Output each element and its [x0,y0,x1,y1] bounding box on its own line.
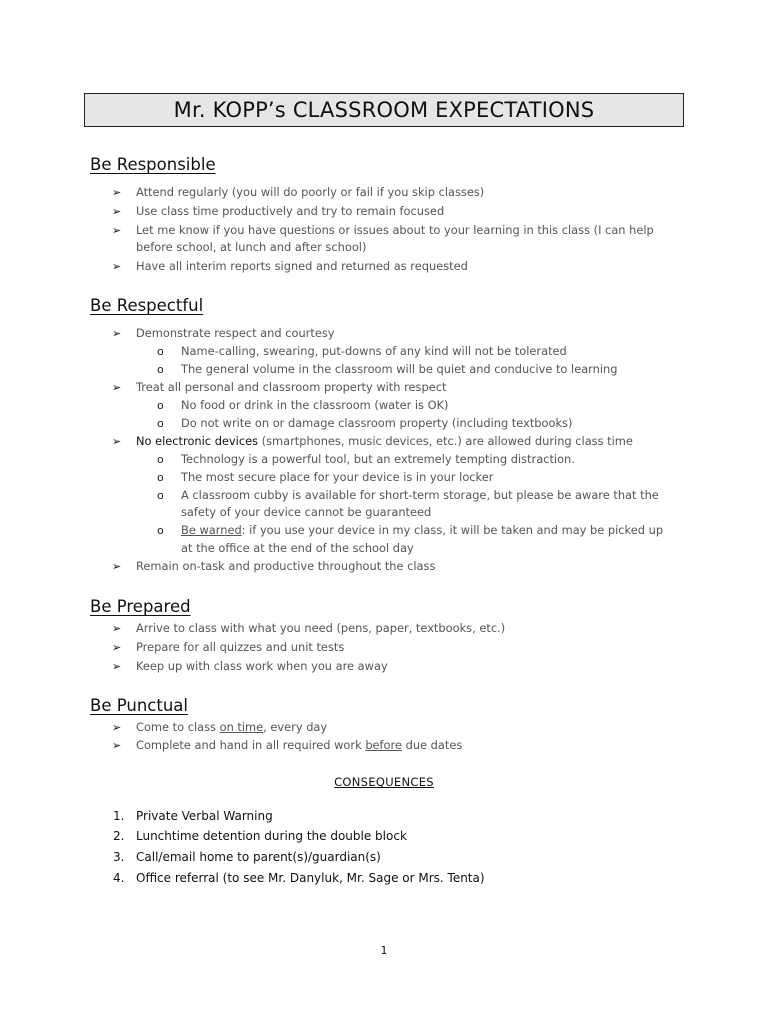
circle-bullet-icon: o [157,524,164,537]
emphasis-no-electronic-devices: No electronic devices [136,434,259,448]
heading-be-punctual: Be Punctual [90,696,188,715]
arrow-bullet-icon: ➢ [112,622,122,635]
arrow-bullet-icon: ➢ [112,560,122,573]
heading-be-prepared: Be Prepared [90,597,191,616]
circle-bullet-icon: o [157,363,164,376]
arrow-bullet-icon: ➢ [112,186,122,199]
emphasis-be-warned: Be warned [181,523,242,537]
page-title: Mr. KOPP’s CLASSROOM EXPECTATIONS [173,98,595,122]
arrow-bullet-icon: ➢ [112,381,122,394]
arrow-bullet-icon: ➢ [112,721,122,734]
arrow-bullet-icon: ➢ [112,224,122,237]
circle-bullet-icon: o [157,489,164,502]
circle-bullet-icon: o [157,471,164,484]
arrow-bullet-icon: ➢ [112,739,122,752]
arrow-bullet-icon: ➢ [112,260,122,273]
circle-bullet-icon: o [157,453,164,466]
arrow-bullet-icon: ➢ [112,641,122,654]
arrow-bullet-icon: ➢ [112,435,122,448]
emphasis-before: before [365,738,402,752]
heading-be-respectful: Be Respectful [90,296,204,315]
emphasis-on-time: on time [219,720,264,734]
page-number: 1 [380,944,388,957]
arrow-bullet-icon: ➢ [112,327,122,340]
arrow-bullet-icon: ➢ [112,660,122,673]
consequences-heading: CONSEQUENCES [334,775,434,789]
arrow-bullet-icon: ➢ [112,205,122,218]
heading-be-responsible: Be Responsible [90,155,216,174]
title-box [84,93,684,127]
circle-bullet-icon: o [157,417,164,430]
circle-bullet-icon: o [157,399,164,412]
circle-bullet-icon: o [157,345,164,358]
